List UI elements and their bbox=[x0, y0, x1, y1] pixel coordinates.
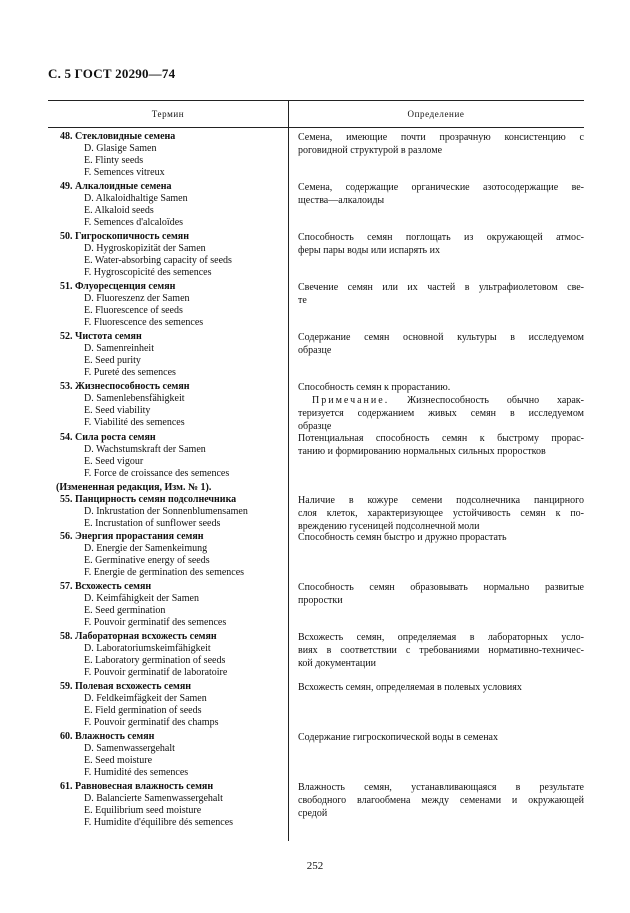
note-label: Примечание. bbox=[312, 395, 390, 406]
term-title: 53. Жизнеспособность семян bbox=[60, 381, 190, 392]
term-translation: F. Force de croissance des semences bbox=[84, 468, 230, 479]
term-translation: F. Pouvoir germinatif de laboratoire bbox=[84, 667, 228, 678]
term-translation: F. Pouvoir germinatif des semences bbox=[84, 617, 227, 628]
term-translation: D. Inkrustation der Sonnenblumensamen bbox=[84, 506, 248, 517]
column-header-term: Термин bbox=[151, 109, 185, 119]
term-translation: F. Energie de germination des semences bbox=[84, 567, 245, 578]
definition-line: кой документации bbox=[298, 658, 376, 669]
term-title: 59. Полевая всхожесть семян bbox=[60, 681, 192, 692]
term-title: 56. Энергия прорастания семян bbox=[60, 531, 204, 542]
definition-line: те bbox=[298, 295, 307, 306]
definition-line: Способность семян к прорастанию. bbox=[298, 382, 451, 393]
term-translation: E. Seed purity bbox=[84, 355, 141, 366]
note-text: Жизнеспособность обычно харак- bbox=[389, 395, 584, 406]
definition-line: Всхожесть семян, определяемая в лабораторных усло- bbox=[298, 632, 584, 643]
definition-line: свободного влагообмена между семенами и окружающей bbox=[298, 795, 584, 806]
term-title: 55. Панцирность семян подсолнечника bbox=[60, 494, 237, 505]
term-translation: F. Semences d'alcaloïdes bbox=[84, 217, 184, 228]
term-translation: E. Flinty seeds bbox=[84, 155, 144, 166]
definition-line: щества—алкалоиды bbox=[298, 195, 385, 206]
term-title: 52. Чистота семян bbox=[60, 331, 142, 342]
term-translation: D. Hygroskopizität der Samen bbox=[84, 243, 206, 254]
term-translation: F. Hygroscopicité des semences bbox=[84, 267, 212, 278]
definition-line: танию и формированию нормальных сильных проростков bbox=[298, 446, 546, 457]
definition-line: виях в соответствии с требованиями нормативно-техничес- bbox=[298, 645, 584, 656]
term-translation: F. Pureté des semences bbox=[84, 367, 176, 378]
document-header: С. 5 ГОСТ 20290—74 bbox=[48, 66, 176, 81]
term-translation: E. Laboratory germination of seeds bbox=[84, 655, 226, 666]
definition-line: слоя клеток, характеризующее устойчивость семян к по- bbox=[298, 508, 584, 519]
term-translation: F. Humidité des semences bbox=[84, 767, 189, 778]
definition-line: Содержание гигроскопической воды в семенах bbox=[298, 732, 498, 743]
definition-line: Всхожесть семян, определяемая в полевых условиях bbox=[298, 682, 522, 693]
definition-line: образце bbox=[298, 345, 332, 356]
column-header-definition: Определение bbox=[407, 109, 465, 119]
definition-line: Свечение семян или их частей в ультрафиолетовом све- bbox=[298, 282, 584, 293]
definition-line: средой bbox=[298, 808, 328, 819]
definition-line: Наличие в кожуре семени подсолнечника панцирного bbox=[298, 495, 584, 506]
term-translation: D. Fluoreszenz der Samen bbox=[84, 293, 190, 304]
term-translation: E. Seed viability bbox=[84, 405, 151, 416]
term-title: 48. Стекловидные семена bbox=[60, 131, 176, 142]
term-translation: E. Seed moisture bbox=[84, 755, 153, 766]
term-translation: E. Seed vigour bbox=[84, 456, 144, 467]
term-translation: D. Laboratoriumskeimfähigkeit bbox=[84, 643, 211, 654]
definition-line: Влажность семян, устанавливающаяся в результате bbox=[298, 782, 584, 793]
definition-line: Способность семян образовывать нормально развитые bbox=[298, 582, 584, 593]
term-translation: F. Fluorescence des semences bbox=[84, 317, 204, 328]
term-translation: D. Samenlebensfähigkeit bbox=[84, 393, 185, 404]
term-translation: D. Alkaloidhaltige Samen bbox=[84, 193, 188, 204]
definition-line: проростки bbox=[298, 595, 343, 606]
term-title: 54. Сила роста семян bbox=[60, 432, 156, 443]
definition-line: Способность семян поглощать из окружающей атмос- bbox=[298, 232, 584, 243]
term-translation: F. Semences vitreux bbox=[84, 167, 165, 178]
term-translation: E. Field germination of seeds bbox=[84, 705, 202, 716]
note-line: теризуется содержанием живых семян в исследуемом bbox=[298, 408, 584, 419]
term-translation: D. Balancierte Samenwassergehalt bbox=[84, 793, 223, 804]
definition-line: Семена, имеющие почти прозрачную консистенцию с bbox=[298, 132, 584, 143]
term-translation: E. Equilibrium seed moisture bbox=[84, 805, 202, 816]
definition-line: феры пары воды или испарять их bbox=[298, 245, 440, 256]
definition-line: Потенциальная способность семян к быстрому прорас- bbox=[298, 433, 584, 444]
term-translation: D. Energie der Samenkeimung bbox=[84, 543, 208, 554]
term-translation: D. Keimfähigkeit der Samen bbox=[84, 593, 199, 604]
definition-line: Семена, содержащие органические азотосодержащие ве- bbox=[298, 182, 584, 193]
amendment-note: (Измененная редакция, Изм. № 1). bbox=[56, 482, 212, 493]
definition-line: роговидной структурой в разломе bbox=[298, 145, 443, 156]
term-translation: D. Glasige Samen bbox=[84, 143, 157, 154]
definition-line: Содержание семян основной культуры в исследуемом bbox=[298, 332, 584, 343]
term-title: 50. Гигроскопичность семян bbox=[60, 231, 189, 242]
term-title: 57. Всхожесть семян bbox=[60, 581, 152, 592]
term-translation: E. Germinative energy of seeds bbox=[84, 555, 210, 566]
term-translation: D. Samenwassergehalt bbox=[84, 743, 175, 754]
term-title: 51. Флуоресценция семян bbox=[60, 281, 176, 292]
term-title: 58. Лабораторная всхожесть семян bbox=[60, 631, 217, 642]
term-translation: F. Viabilité des semences bbox=[84, 417, 185, 428]
term-translation: E. Seed germination bbox=[84, 605, 166, 616]
term-translation: D. Samenreinheit bbox=[84, 343, 154, 354]
term-translation: F. Humidite d'équilibre dés semences bbox=[84, 817, 234, 828]
term-translation: E. Water-absorbing capacity of seeds bbox=[84, 255, 232, 266]
term-translation: E. Alkaloid seeds bbox=[84, 205, 154, 216]
term-translation: F. Pouvoir germinatif des champs bbox=[84, 717, 219, 728]
term-translation: E. Incrustation of sunflower seeds bbox=[84, 518, 221, 529]
page-number: 252 bbox=[306, 860, 324, 872]
note-line: образце bbox=[298, 421, 332, 432]
term-title: 60. Влажность семян bbox=[60, 731, 155, 742]
term-translation: D. Feldkeimfägkeit der Samen bbox=[84, 693, 207, 704]
definition-line: вреждению гусеницей подсолнечной моли bbox=[298, 521, 480, 532]
note-line bbox=[312, 394, 584, 407]
term-title: 61. Равновесная влажность семян bbox=[60, 781, 214, 792]
term-translation: D. Wachstumskraft der Samen bbox=[84, 444, 206, 455]
definition-line: Способность семян быстро и дружно прорастать bbox=[298, 532, 507, 543]
term-translation: E. Fluorescence of seeds bbox=[84, 305, 183, 316]
term-title: 49. Алкалоидные семена bbox=[60, 181, 172, 192]
